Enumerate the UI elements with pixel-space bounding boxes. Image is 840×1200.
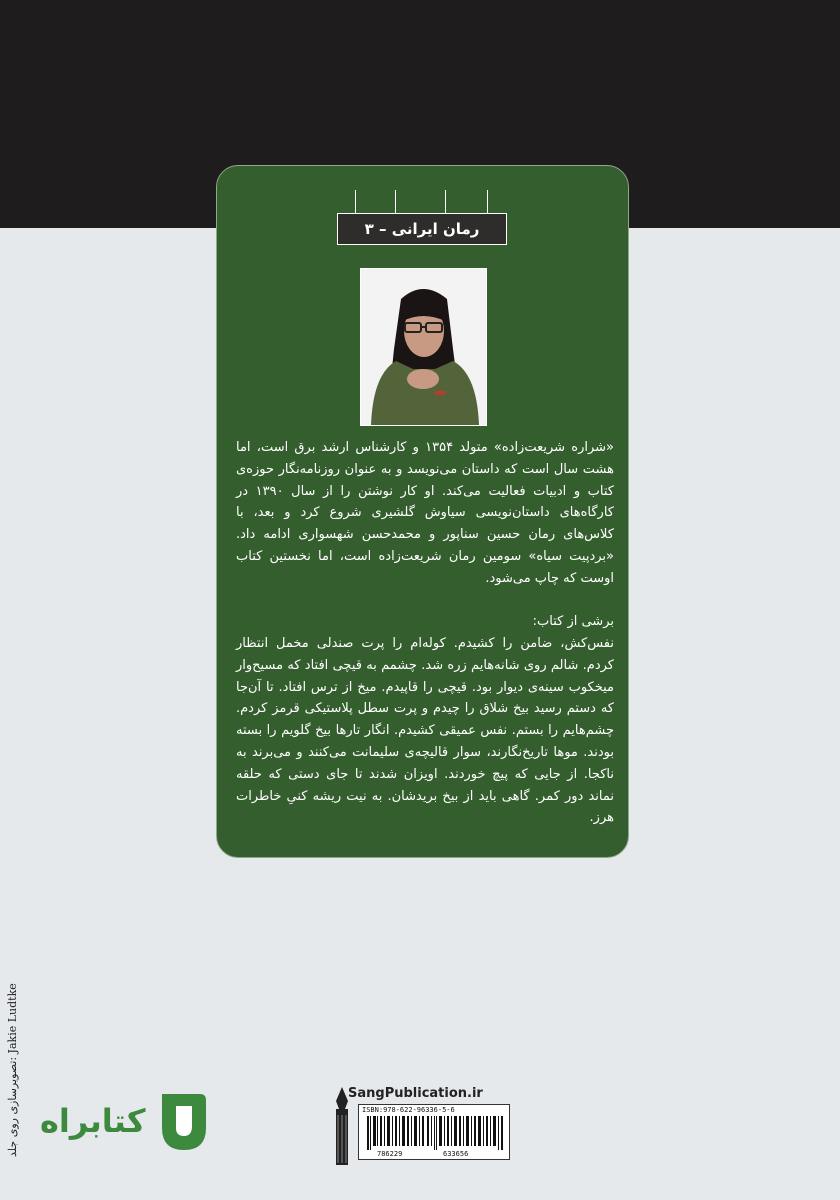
excerpt-heading: برشی از کتاب: xyxy=(532,614,614,629)
publisher-url: SangPublication.ir xyxy=(348,1086,483,1101)
logo-wordmark: کتابراه xyxy=(40,1102,146,1140)
book-excerpt: نفس‌کش، ضامن را کشیدم. کوله‌ام را پرت صندلی مخمل انتظار کردم. شالم روی شانه‌هایم زره شد. چشمم به قیچی افتاد که مسیح‌وار میخکوب سینه‌ی دیوار بود. قیچی را قاپیدم. میخ از ترس افتاد. تا آن‌جا که دستم رسید بیخ شلاق را چیدم و پرت سطل پلاستیکی قرمز کردم. چشم‌هایم را بستم. نفس عمیقی کشیدم. انگار تارها بیخ گلویم را بسته بودند. موها تاریخ‌نگارند، سوار قالیچه‌ی سلیمانت می‌کنند و می‌برند به ناکجا. از جایی که پیچ خوردند. اویزان شدند تا جای دستی که حلقه نماند دور کمر. گاهی باید از بیخ بریدشان. به نیت ریشه کنیِ خاطرات هرز. xyxy=(236,636,614,826)
barcode-digits-left: 786229 xyxy=(377,1150,403,1158)
cover-illustration-credit: تصویرسازی روی جلد: Jakie Ludtke xyxy=(6,983,19,1157)
author-bio: «شراره شریعت‌زاده» متولد ۱۳۵۴ و کارشناس ارشد برق است، اما هشت سال است که داستان می‌نویسد و به عنوان روزنامه‌نگار حوزه‌ی کتاب و ادبیات فعالیت می‌کند. او کار نوشتن را از سال ۱۳۹۰ در کارگاه‌های داستان‌نویسی سیاوش گلشیری شروع کرد و بعد، با کلاس‌های رمان حسین سناپور و محمدحسن شهسواری ادامه داد. «بردپیت سیاه» سومین رمان شریعت‌زاده است، اما نخستین کتاب اوست که چاپ می‌شود. xyxy=(236,440,614,586)
barcode-digits-right: 633656 xyxy=(443,1150,469,1158)
barcode-bars xyxy=(367,1116,505,1150)
isbn-barcode xyxy=(358,1104,510,1160)
series-label: رمان ایرانی – ۳ xyxy=(337,213,507,245)
fountain-pen-icon xyxy=(332,1087,352,1165)
isbn-number: ISBN:978-622-96336-5-6 xyxy=(362,1106,455,1114)
author-photo xyxy=(360,268,487,426)
